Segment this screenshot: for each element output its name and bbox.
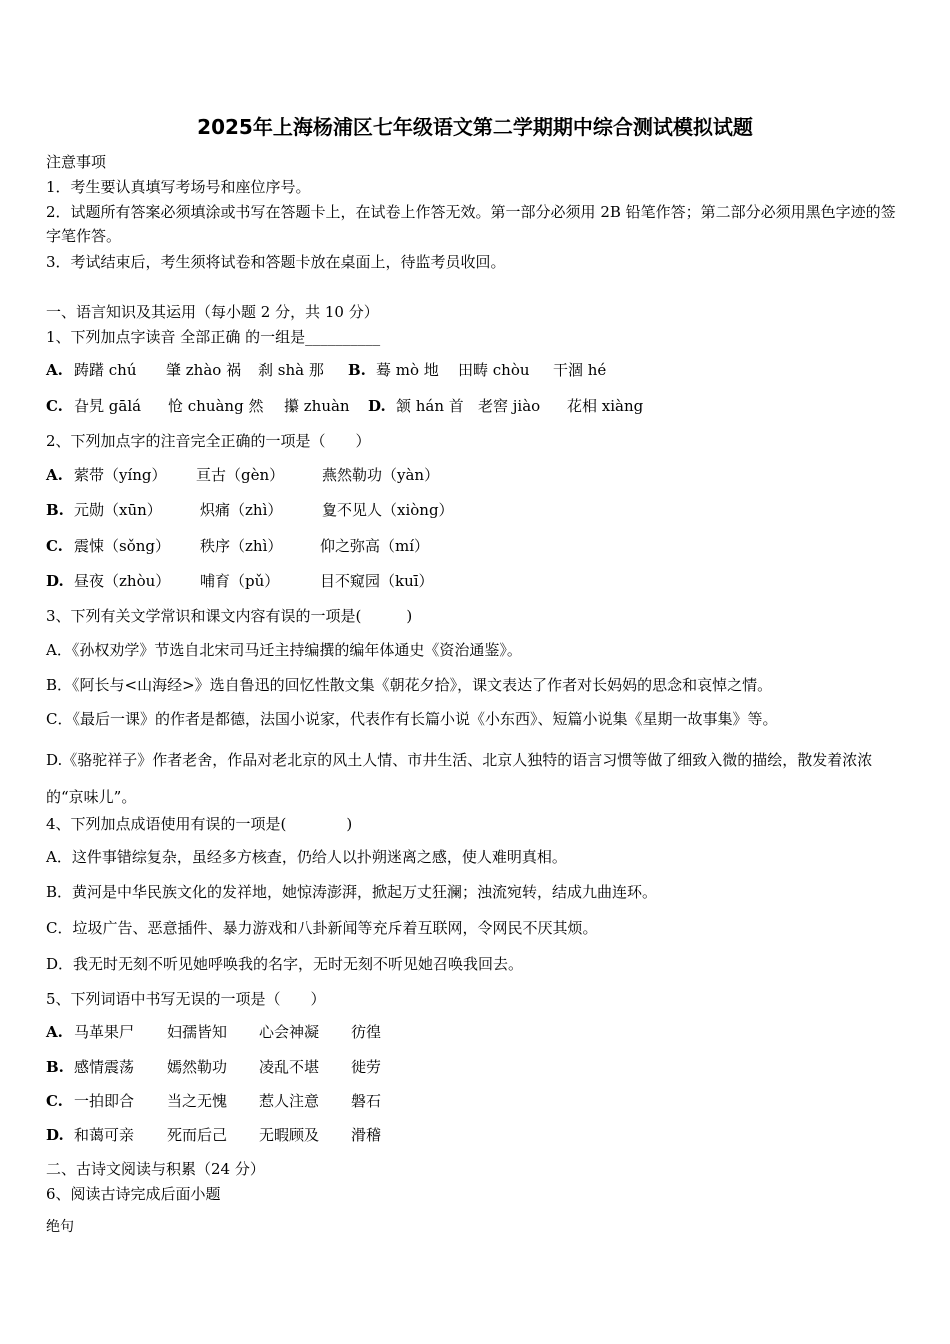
q2-a-item-2: 亘古（gèn）: [196, 466, 285, 484]
q5-a-item-3: 心会神凝: [259, 1023, 320, 1041]
q3-option-b: B．《阿长与<山海经>》选自鲁迅的回忆性散文集《朝花夕拾》，课文表达了作者对长妈妈的思念和哀悼之情。: [46, 676, 773, 694]
section1-heading: 一、语言知识及其运用（每小题 2 分，共 10 分）: [46, 303, 379, 321]
q1-line-cd: [46, 396, 644, 416]
q4-option-c: C．垃圾广告、恶意插件、暴力游戏和八卦新闻等充斥着互联网，令网民不厌其烦。: [46, 919, 598, 937]
q1-a-item-2: 肇 zhào 祸: [166, 361, 242, 379]
q5-option-d: [46, 1125, 382, 1145]
q2-option-d: [46, 571, 434, 591]
q1-d-item-2: 老窖 jiào: [478, 397, 541, 415]
q5-d-item-2: 死而后己: [167, 1126, 228, 1144]
q2-c-item-3: 仰之弥高（mí）: [320, 537, 430, 555]
q1-option-c-label: C.: [46, 397, 63, 415]
q2-c-item-1: 震悚（sǒng）: [74, 537, 170, 555]
q5-b-item-2: 嫣然勒功: [167, 1058, 228, 1076]
q2-a-item-1: 萦带（yíng）: [74, 466, 167, 484]
q1-b-item-2: 田畴 chòu: [458, 361, 530, 379]
page-title: 2025年上海杨浦区七年级语文第二学期期中综合测试模拟试题: [197, 115, 753, 139]
q5-option-c: [46, 1091, 382, 1111]
q1-option-d-label: D.: [368, 397, 386, 415]
q2-d-item-1: 昼夜（zhòu）: [74, 572, 171, 590]
q5-d-item-1: 和蔼可亲: [74, 1126, 135, 1144]
q1-a-item-3: 刹 shà 那: [258, 361, 324, 379]
q2-c-item-2: 秩序（zhì）: [200, 537, 283, 555]
q2-option-c: [46, 536, 430, 556]
poem-title: 绝句: [46, 1219, 74, 1235]
q5-c-label: C.: [46, 1092, 63, 1110]
section2-heading: 二、古诗文阅读与积累（24 分）: [46, 1160, 265, 1178]
q2-b-item-2: 炽痛（zhì）: [200, 501, 283, 519]
q1-b-item-3: 干涸 hé: [553, 361, 607, 379]
q1-option-a-label: A.: [46, 361, 63, 379]
q2-d-label: D.: [46, 572, 64, 590]
q2-option-a: [46, 465, 440, 485]
q2-b-item-3: 夐不见人（xiòng）: [322, 501, 454, 519]
q5-c-item-1: 一拍即合: [74, 1092, 135, 1110]
q5-b-item-4: 徙劳: [351, 1058, 382, 1076]
q1-stem: 1、下列加点字读音 全部正确 的一组是__________: [46, 328, 381, 346]
q1-c-item-1: 旮旯 gālá: [74, 397, 142, 415]
q4-option-d: D．我无时无刻不听见她呼唤我的名字，无时无刻不听见她召唤我回去。: [46, 955, 524, 973]
q2-d-item-3: 目不窥园（kuī）: [320, 572, 434, 590]
q1-c-item-2: 怆 chuàng 然: [168, 397, 264, 415]
q5-option-a: [46, 1022, 382, 1042]
q4-option-b: B．黄河是中华民族文化的发祥地，她惊涛澎湃，掀起万丈狂澜；浊流宛转，结成九曲连环。: [46, 883, 658, 901]
q1-line-ab: [46, 360, 607, 380]
q1-option-b-label: B.: [348, 361, 366, 379]
q5-c-item-4: 磐石: [351, 1092, 382, 1110]
q5-c-item-3: 惹人注意: [259, 1092, 320, 1110]
q5-b-item-1: 感情震荡: [74, 1058, 135, 1076]
q4-stem: 4、下列加点成语使用有误的一项是( ): [46, 815, 353, 833]
q5-d-item-3: 无暇顾及: [259, 1126, 320, 1144]
notice-item-3: 3．考试结束后，考生须将试卷和答题卡放在桌面上，待监考员收回。: [46, 253, 506, 271]
q2-b-label: B.: [46, 501, 64, 519]
q5-a-item-1: 马革果尸: [74, 1023, 135, 1041]
notice-heading: 注意事项: [46, 153, 107, 171]
q5-a-item-2: 妇孺皆知: [167, 1023, 228, 1041]
q2-b-item-1: 元勋（xūn）: [74, 501, 162, 519]
q2-stem: 2、下列加点字的注音完全正确的一项是（ ）: [46, 432, 371, 450]
q5-d-item-4: 滑稽: [351, 1126, 382, 1144]
q3-stem: 3、下列有关文学常识和课文内容有误的一项是( ): [46, 607, 413, 625]
q5-d-label: D.: [46, 1126, 64, 1144]
q3-option-a: A．《孙权劝学》节选自北宋司马迁主持编撰的编年体通史《资治通鉴》。: [46, 641, 522, 659]
q5-b-label: B.: [46, 1058, 64, 1076]
q2-a-item-3: 燕然勒功（yàn）: [322, 466, 440, 484]
q4-option-a: A．这件事错综复杂，虽经多方核查，仍给人以扑朔迷离之感，使人难明真相。: [46, 848, 567, 866]
notice-item-2: 2．试题所有答案必须填涂或书写在答题卡上，在试卷上作答无效。第一部分必须用 2B 铅笔作答；第二部分必须用黑色字迹的签字笔作答。: [46, 203, 896, 245]
q2-a-label: A.: [46, 466, 63, 484]
q6-stem: 6、阅读古诗完成后面小题: [46, 1185, 221, 1203]
q5-option-b: [46, 1057, 382, 1077]
notice-item-1: 1．考生要认真填写考场号和座位序号。: [46, 178, 311, 196]
q5-a-item-4: 彷徨: [351, 1023, 382, 1041]
q5-b-item-3: 凌乱不堪: [259, 1058, 320, 1076]
q5-c-item-2: 当之无愧: [167, 1092, 228, 1110]
q5-a-label: A.: [46, 1023, 63, 1041]
q2-d-item-2: 哺育（pǔ）: [200, 572, 280, 590]
q1-c-item-3: 攥 zhuàn: [284, 397, 350, 415]
q3-option-c: C．《最后一课》的作者是都德，法国小说家，代表作有长篇小说《小东西》、短篇小说集《星期一故事集》等。: [46, 710, 778, 728]
q3-option-d: D.《骆驼祥子》作者老舍，作品对老北京的风土人情、市井生活、北京人独特的语言习惯等做了细致入微的描绘，散发着浓浓的“京味儿”。: [46, 751, 873, 806]
q1-d-item-3: 花相 xiàng: [567, 397, 644, 415]
q2-c-label: C.: [46, 537, 63, 555]
q1-d-item-1: 颔 hán 首: [396, 397, 464, 415]
q2-option-b: [46, 500, 454, 520]
q1-a-item-1: 踌躇 chú: [74, 361, 137, 379]
q5-stem: 5、下列词语中书写无误的一项是（ ）: [46, 990, 326, 1008]
q1-b-item-1: 蓦 mò 地: [376, 361, 439, 379]
